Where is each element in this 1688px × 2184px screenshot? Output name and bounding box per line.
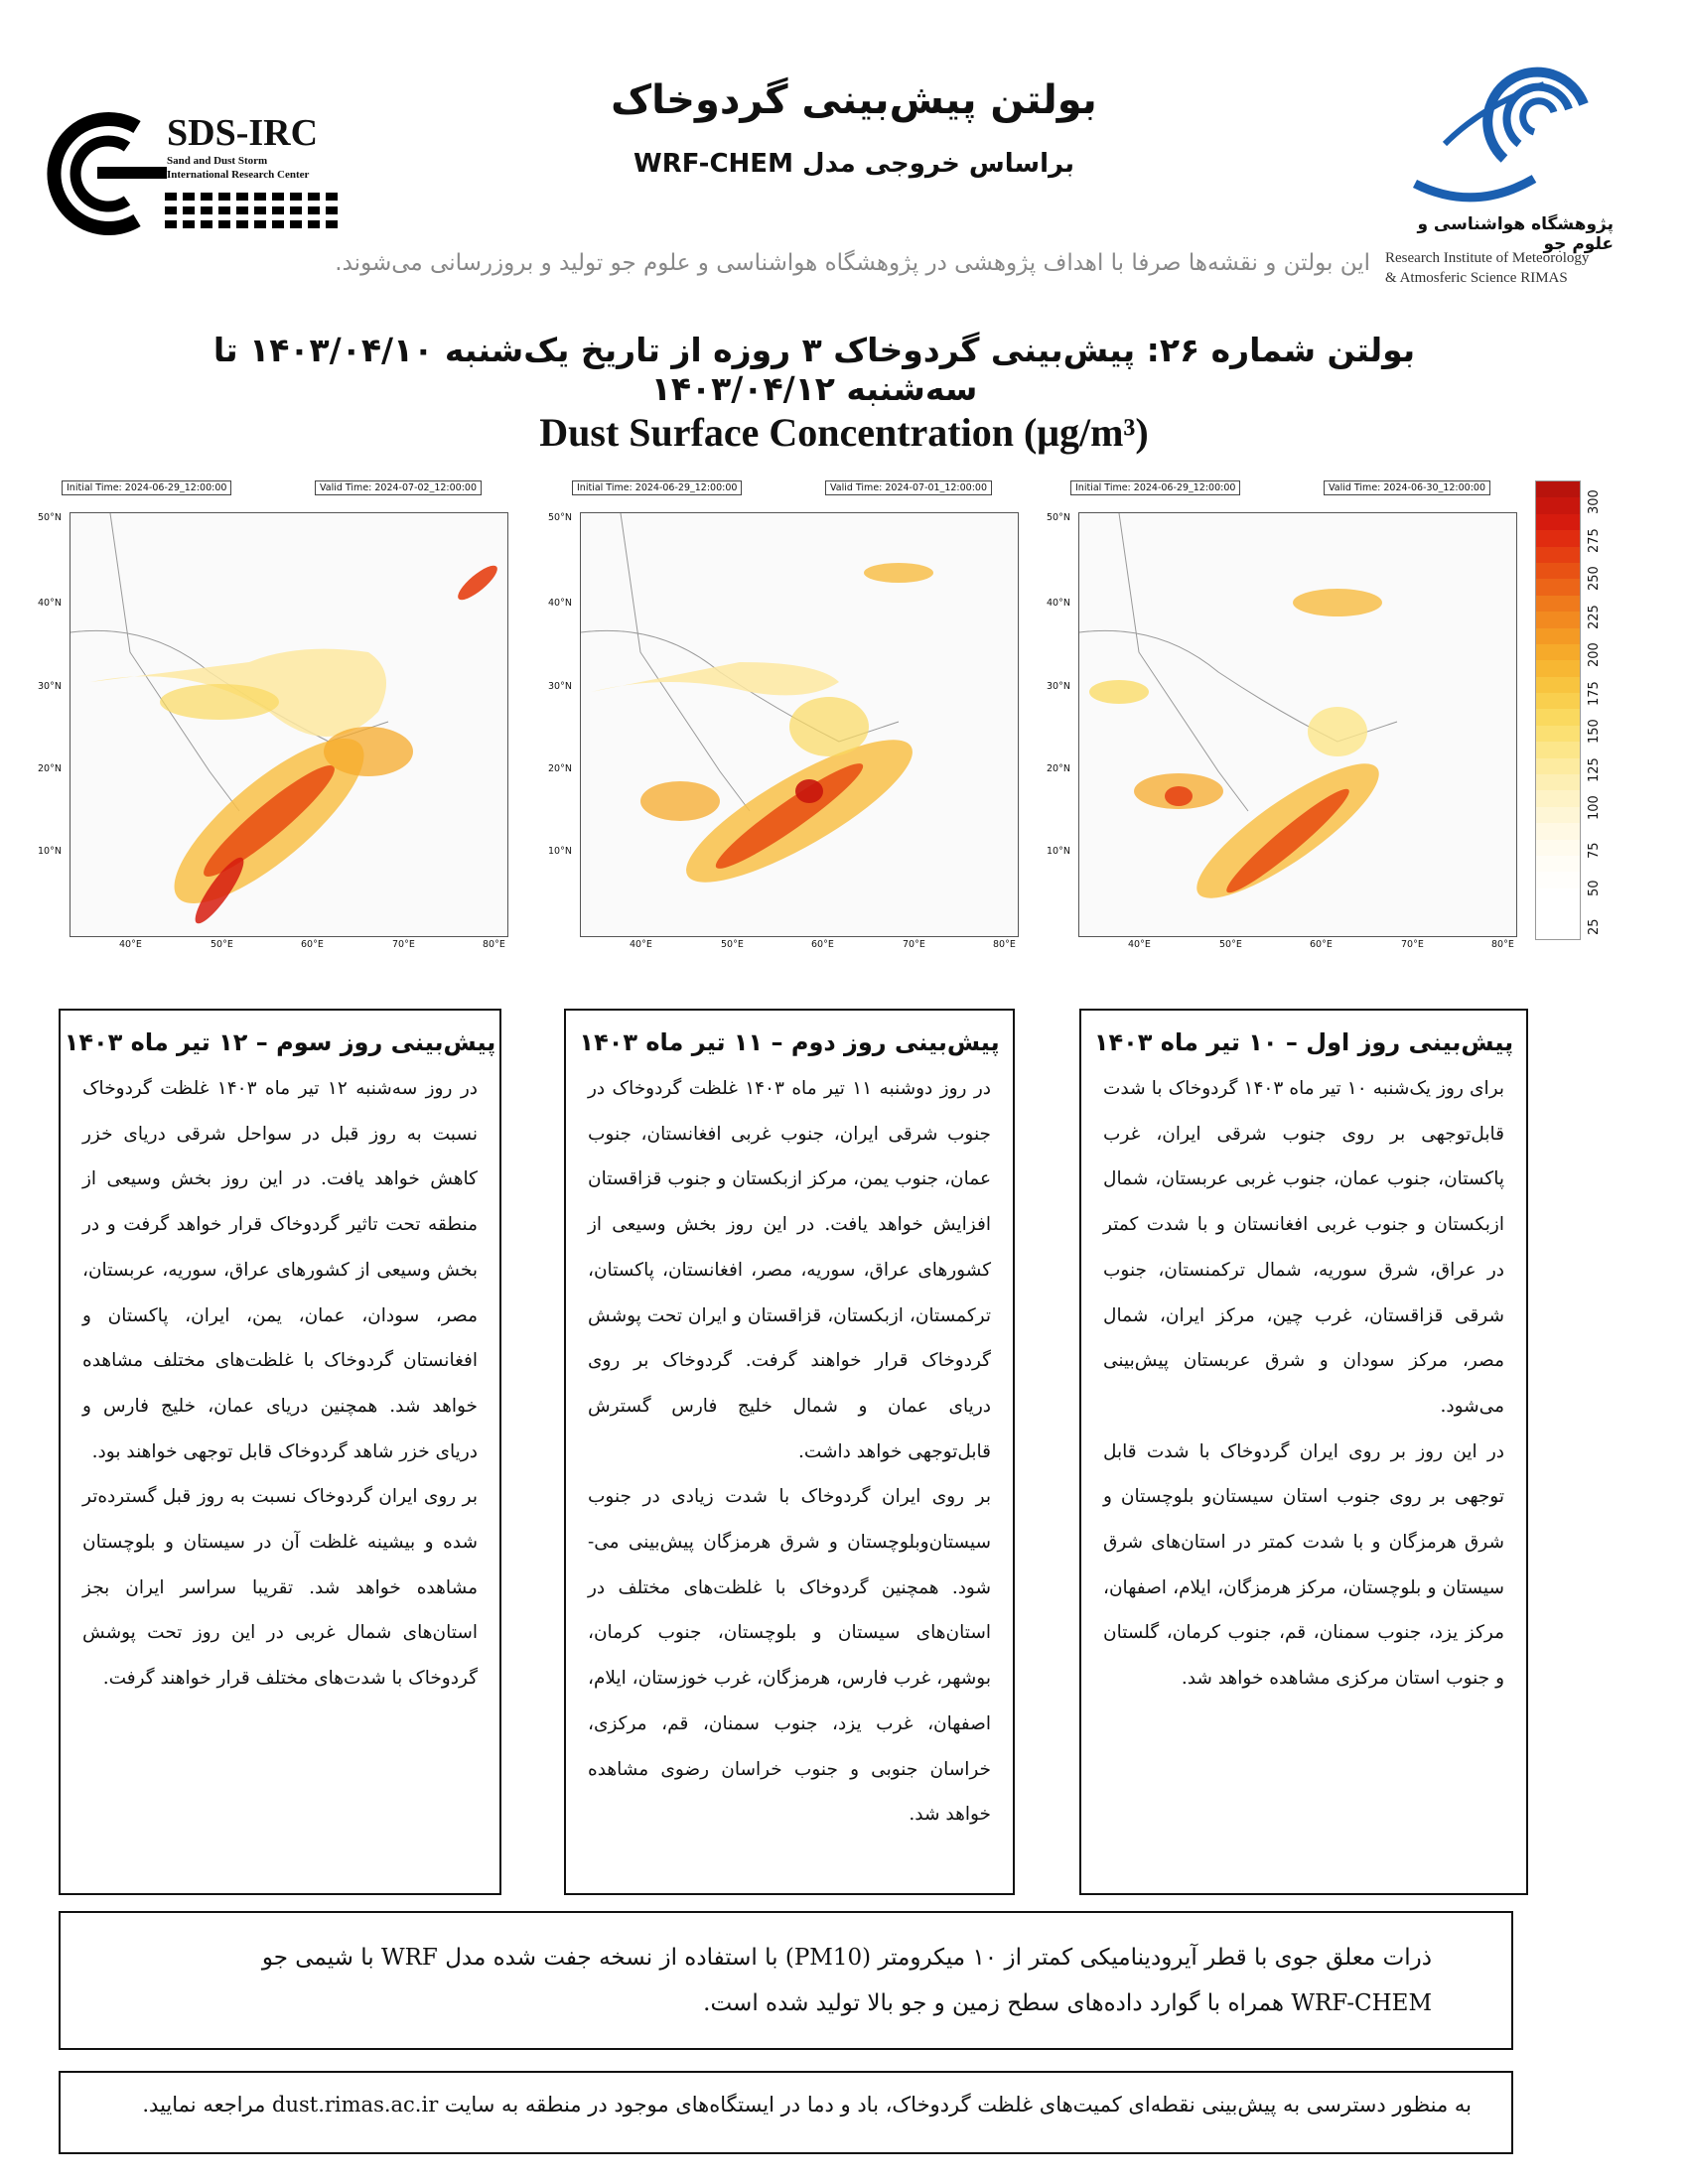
colorbar-tick-label: 200 xyxy=(1587,642,1602,667)
colorbar-swatch xyxy=(1536,693,1580,709)
dust-map xyxy=(580,512,1019,937)
colorbar-swatch xyxy=(1536,888,1580,904)
map-title: Dust Surface Concentration (μg/m³) xyxy=(539,410,1149,455)
colorbar-swatch xyxy=(1536,628,1580,644)
lat-20: 20°N xyxy=(38,763,62,774)
lat-30: 30°N xyxy=(1047,681,1070,692)
dust-field xyxy=(581,513,1018,936)
colorbar-swatch xyxy=(1536,790,1580,806)
lat-30: 30°N xyxy=(38,681,62,692)
forecast-day3 xyxy=(59,1009,501,1895)
forecast-paragraph: در روز سه‌شنبه ۱۲ تیر ماه ۱۴۰۳ غلظت گردوخاک نسبت به روز قبل در سواحل شرقی دریای خزر کاهش خواهد یافت. در این روز بخش وسیعی از منطقه تحت تاثیر گردوخاک قرار خواهد گرفت و در بخش وسیعی از کشورهای عراق، سوریه، عربستان، مصر، سودان، عمان، یمن، ایران، پاکستان و افغانستان گردوخاک با غلظت‌های مختلف مشاهده خواهد شد. همچنین دریای عمان، خلیج فارس و دریای خزر شاهد گردوخاک قابل توجهی خواهند بود. xyxy=(82,1078,478,1462)
lon-70: 70°E xyxy=(903,939,925,950)
initial-time-label: Initial Time: 2024-06-29_12:00:00 xyxy=(1070,480,1240,495)
colorbar-tick-label: 225 xyxy=(1587,604,1602,629)
map-day1 xyxy=(1047,478,1535,967)
lon-60: 60°E xyxy=(811,939,834,950)
colorbar-swatch xyxy=(1536,726,1580,742)
colorbar-swatch xyxy=(1536,742,1580,757)
disclaimer: این بولتن و نقشه‌ها صرفا با اهداف پژوهشی در پژوهشگاه هواشناسی و علوم جو تولید و بروزرسانی می‌شوند. xyxy=(335,250,1370,276)
lon-60: 60°E xyxy=(1310,939,1333,950)
dust-field xyxy=(1079,513,1516,936)
lon-50: 50°E xyxy=(211,939,233,950)
colorbar-swatch xyxy=(1536,856,1580,872)
rimas-name-en-2: & Atmosferic Science RIMAS xyxy=(1385,270,1568,286)
page-title: بولتن پیش‌بینی گردوخاک xyxy=(611,77,1097,123)
sds-irc-title: SDS-IRC xyxy=(167,112,319,154)
lon-80: 80°E xyxy=(483,939,505,950)
lat-20: 20°N xyxy=(548,763,572,774)
sds-irc-subtitle-1: Sand and Dust Storm xyxy=(167,155,268,167)
map-day2 xyxy=(548,478,1037,967)
colorbar-swatch xyxy=(1536,481,1580,497)
colorbar-swatch xyxy=(1536,514,1580,530)
rimas-swirl-icon xyxy=(1385,45,1614,213)
pm10-note-line-1: ذرات معلق جوی با قطر آیرودینامیکی کمتر از ۱۰ میکرومتر (PM10) با استفاده از نسخه جفت شده مدل WRF با شیمی جو xyxy=(261,1945,1432,1971)
lat-10: 10°N xyxy=(38,846,62,857)
colorbar-swatch xyxy=(1536,872,1580,887)
initial-time-label: Initial Time: 2024-06-29_12:00:00 xyxy=(572,480,742,495)
lon-40: 40°E xyxy=(119,939,142,950)
lat-50: 50°N xyxy=(38,512,62,523)
colorbar-tick-label: 25 xyxy=(1587,917,1602,935)
rimas-name-en-1: Research Institute of Meteorology xyxy=(1385,250,1590,266)
lat-50: 50°N xyxy=(1047,512,1070,523)
lon-80: 80°E xyxy=(993,939,1016,950)
lat-30: 30°N xyxy=(548,681,572,692)
sds-irc-grid-icon xyxy=(165,189,363,238)
forecast-paragraph: برای روز یک‌شنبه ۱۰ تیر ماه ۱۴۰۳ گردوخاک با شدت قابل‌توجهی بر روی جنوب شرقی ایران، غرب پاکستان، جنوب عمان، جنوب غربی عربستان، شمال ازبکستان و جنوب غربی افغانستان و با شدت کمتر در عراق، شرق سوریه، شمال ترکمنستان، جنوب شرقی قزاقستان، غرب چین، مرکز ایران، شمال مصر، مرکز سودان و شرق عربستان پیش‌بینی می‌شود. xyxy=(1103,1078,1505,1417)
pm10-note-line-2: WRF-CHEM همراه با گوارد داده‌های سطح زمین و جو بالا تولید شده است. xyxy=(703,1990,1432,2016)
lat-10: 10°N xyxy=(548,846,572,857)
lon-60: 60°E xyxy=(301,939,324,950)
colorbar-swatch xyxy=(1536,612,1580,627)
colorbar-swatch xyxy=(1536,807,1580,823)
colorbar-swatch xyxy=(1536,709,1580,725)
lon-50: 50°E xyxy=(721,939,744,950)
forecast-paragraph: بر روی ایران گردوخاک با شدت زیادی در جنوب سیستان‌وبلوچستان و شرق هرمزگان پیش‌بینی می-شود. همچنین گردوخاک با غلظت‌های مختلف در استان‌های سیستان و بلوچستان، جنوب کرمان، بوشهر، غرب فارس، هرمزگان، غرب خوزستان، ایلام، اصفهان، غرب یزد، جنوب سمنان، قم، مرکزی، خراسان جنوبی و جنوب خراسان رضوی مشاهده خواهد شد. xyxy=(588,1486,991,1826)
forecast-day2 xyxy=(564,1009,1015,1895)
access-note: به منظور دسترسی به پیش‌بینی نقطه‌ای کمیت‌های غلظت گردوخاک، باد و دما در ایستگاه‌های موجود در منطقه به سایت dust.rimas.ac.ir مراجعه نمایید. xyxy=(142,2093,1472,2116)
lon-40: 40°E xyxy=(630,939,652,950)
dust-map xyxy=(70,512,508,937)
colorbar-tick-label: 300 xyxy=(1587,489,1602,514)
colorbar-swatch xyxy=(1536,840,1580,856)
colorbar-swatch xyxy=(1536,904,1580,920)
colorbar-tick-label: 75 xyxy=(1587,841,1602,859)
forecast-paragraph: بر روی ایران گردوخاک نسبت به روز قبل گسترده‌تر شده و بیشینه غلظت آن در سیستان و بلوچستان مشاهده خواهد شد. تقریبا سراسر ایران بجز استان‌های شمال غربی در این روز تحت پوشش گردوخاک با شدت‌های مختلف قرار خواهند گرفت. xyxy=(82,1486,478,1690)
valid-time-label: Valid Time: 2024-06-30_12:00:00 xyxy=(1324,480,1490,495)
lon-70: 70°E xyxy=(392,939,415,950)
colorbar-tick-label: 125 xyxy=(1587,756,1602,782)
rimas-name-fa: پژوهشگاه هواشناسی و علوم جو xyxy=(1417,214,1614,254)
colorbar-swatch xyxy=(1536,823,1580,839)
lon-50: 50°E xyxy=(1219,939,1242,950)
colorbar-swatch xyxy=(1536,547,1580,563)
forecast-day1 xyxy=(1079,1009,1528,1895)
lat-40: 40°N xyxy=(1047,598,1070,609)
dust-map xyxy=(1078,512,1517,937)
colorbar-swatch xyxy=(1536,921,1580,937)
colorbar-tick-label: 100 xyxy=(1587,795,1602,820)
colorbar-tick-label: 275 xyxy=(1587,527,1602,553)
forecast-heading: پیش‌بینی روز سوم – ۱۲ تیر ماه ۱۴۰۳ xyxy=(64,1028,496,1056)
valid-time-label: Valid Time: 2024-07-01_12:00:00 xyxy=(825,480,992,495)
colorbar-tick-label: 250 xyxy=(1587,566,1602,591)
lat-20: 20°N xyxy=(1047,763,1070,774)
bulletin-title: بولتن شماره ۲۶: پیش‌بینی گردوخاک ۳ روزه از تاریخ یک‌شنبه ۱۴۰۳/۰۴/۱۰ تا سه‌شنبه ۱۴۰۳/۰۴/۱۲ xyxy=(212,331,1416,408)
forecast-heading: پیش‌بینی روز اول – ۱۰ تیر ماه ۱۴۰۳ xyxy=(1093,1028,1514,1056)
valid-time-label: Valid Time: 2024-07-02_12:00:00 xyxy=(315,480,482,495)
page-subtitle: براساس خروجی مدل WRF-CHEM xyxy=(633,149,1074,179)
colorbar-swatch xyxy=(1536,563,1580,579)
colorbar-swatch xyxy=(1536,596,1580,612)
lat-40: 40°N xyxy=(548,598,572,609)
forecast-paragraph: در این روز بر روی ایران گردوخاک با شدت قابل توجهی بر روی جنوب استان سیستان‌و بلوچستان و شرق هرمزگان و با شدت کمتر در استان‌های شرق سیستان و بلوچستان، مرکز هرمزگان، ایلام، اصفهان، مرکز یزد، جنوب سمنان، قم، جنوب کرمان، گلستان و جنوب استان مرکزی مشاهده خواهد شد. xyxy=(1103,1440,1504,1690)
colorbar-swatch xyxy=(1536,758,1580,774)
dust-field xyxy=(70,513,507,936)
lat-50: 50°N xyxy=(548,512,572,523)
colorbar-tick-label: 150 xyxy=(1587,719,1602,744)
pm10-note-box xyxy=(59,1911,1513,2050)
sds-irc-subtitle-2: International Research Center xyxy=(167,169,310,181)
forecast-paragraph: در روز دوشنبه ۱۱ تیر ماه ۱۴۰۳ غلظت گردوخاک در جنوب شرقی ایران، جنوب غربی افغانستان، جنوب عمان، جنوب یمن، مرکز ازبکستان و جنوب قزاقستان افزایش خواهد یافت. در این روز بخش وسیعی از کشورهای عراق، سوریه، مصر، افغانستان، پاکستان، ترکمستان، ازبکستان، قزاقستان و ایران تحت پوشش گردوخاک قرار خواهند گرفت. گردوخاک بر روی دریای عمان و شمال خلیج فارس گسترش قابل‌توجهی خواهد داشت. xyxy=(588,1078,992,1462)
lon-70: 70°E xyxy=(1401,939,1424,950)
colorbar-swatch xyxy=(1536,579,1580,595)
map-day3 xyxy=(38,478,526,967)
sds-irc-emblem-icon xyxy=(38,109,172,238)
initial-time-label: Initial Time: 2024-06-29_12:00:00 xyxy=(62,480,231,495)
lon-40: 40°E xyxy=(1128,939,1151,950)
lon-80: 80°E xyxy=(1491,939,1514,950)
access-note-box xyxy=(59,2071,1513,2154)
colorbar-swatch xyxy=(1536,530,1580,546)
colorbar-swatch xyxy=(1536,644,1580,660)
colorbar-swatch xyxy=(1536,774,1580,790)
colorbar-tick-label: 175 xyxy=(1587,680,1602,706)
lat-10: 10°N xyxy=(1047,846,1070,857)
colorbar-tick-label: 50 xyxy=(1587,880,1602,896)
colorbar-swatch xyxy=(1536,677,1580,693)
colorbar xyxy=(1535,480,1581,940)
rimas-logo xyxy=(1385,45,1614,213)
colorbar-swatch xyxy=(1536,660,1580,676)
colorbar-swatch xyxy=(1536,497,1580,513)
forecast-heading: پیش‌بینی روز دوم – ۱۱ تیر ماه ۱۴۰۳ xyxy=(579,1028,1000,1056)
lat-40: 40°N xyxy=(38,598,62,609)
